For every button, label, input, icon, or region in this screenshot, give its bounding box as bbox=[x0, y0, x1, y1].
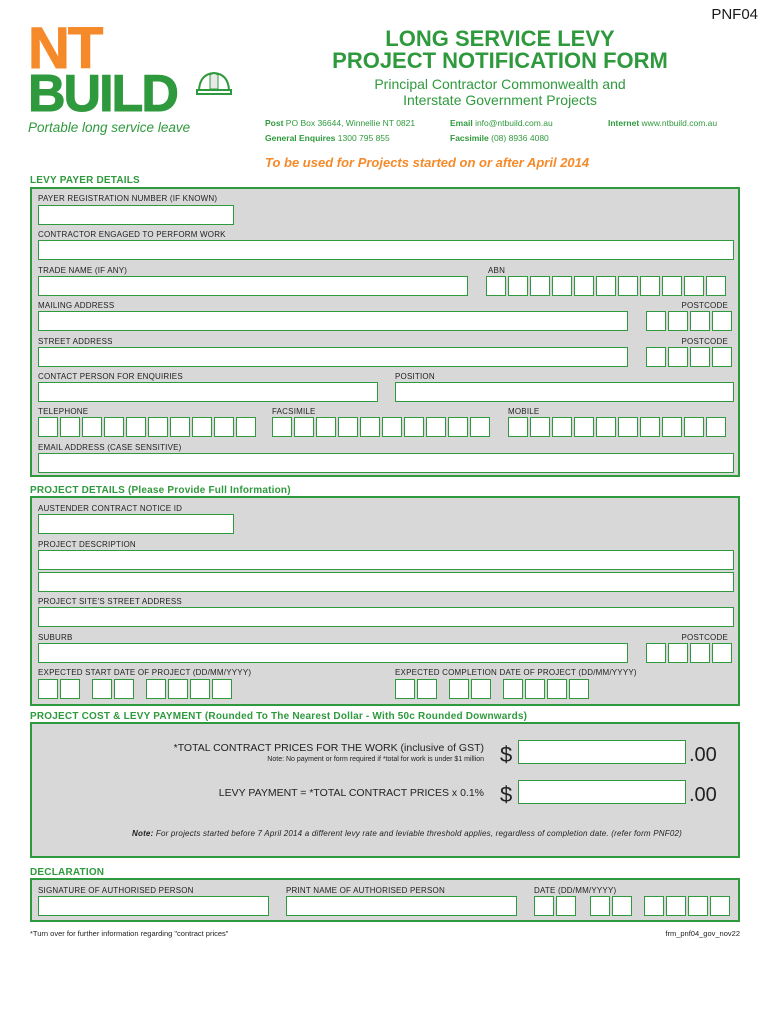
levy-payer-panel bbox=[30, 187, 740, 477]
facsimile-box-9[interactable] bbox=[448, 417, 468, 437]
mobile-box-7[interactable] bbox=[640, 417, 660, 437]
mailing-postcode-box-1[interactable] bbox=[646, 311, 666, 331]
completion-date-box-7[interactable] bbox=[547, 679, 567, 699]
form-version: frm_pnf04_gov_nov22 bbox=[665, 929, 740, 938]
email-contact: Email info@ntbuild.com.au bbox=[450, 118, 553, 128]
mobile-box-10[interactable] bbox=[706, 417, 726, 437]
payer-reg-label: PAYER REGISTRATION NUMBER (IF KNOWN) bbox=[38, 194, 218, 203]
abn-box-10[interactable] bbox=[684, 276, 704, 296]
total-contract-label: *TOTAL CONTRACT PRICES FOR THE WORK (inclusive of GST) bbox=[173, 742, 484, 754]
facsimile-box-6[interactable] bbox=[382, 417, 402, 437]
start-date-box-5[interactable] bbox=[146, 679, 166, 699]
logo-line2: BUILD bbox=[28, 65, 177, 123]
abn-box-9[interactable] bbox=[662, 276, 682, 296]
telephone-box-10[interactable] bbox=[236, 417, 256, 437]
declaration-date-box-5[interactable] bbox=[644, 896, 664, 916]
start-date-label: EXPECTED START DATE OF PROJECT (DD/MM/YYYY) bbox=[38, 668, 252, 677]
street-postcode-box-3[interactable] bbox=[690, 347, 710, 367]
abn-box-2[interactable] bbox=[508, 276, 528, 296]
completion-date-box-3[interactable] bbox=[449, 679, 469, 699]
mailing-address-label: MAILING ADDRESS bbox=[38, 301, 115, 310]
facsimile-box-3[interactable] bbox=[316, 417, 336, 437]
start-date-box-2[interactable] bbox=[60, 679, 80, 699]
facsimile-box-8[interactable] bbox=[426, 417, 446, 437]
mobile-box-6[interactable] bbox=[618, 417, 638, 437]
cost-panel bbox=[30, 722, 740, 858]
start-date-box-4[interactable] bbox=[114, 679, 134, 699]
telephone-box-6[interactable] bbox=[148, 417, 168, 437]
site-address-label: PROJECT SITE'S STREET ADDRESS bbox=[38, 597, 182, 606]
declaration-date-box-4[interactable] bbox=[612, 896, 632, 916]
project-section-title: PROJECT DETAILS (Please Provide Full Information) bbox=[30, 485, 291, 496]
abn-box-6[interactable] bbox=[596, 276, 616, 296]
facsimile-box-1[interactable] bbox=[272, 417, 292, 437]
telephone-box-8[interactable] bbox=[192, 417, 212, 437]
post-address: Post PO Box 36644, Winnellie NT 0821 bbox=[265, 118, 416, 128]
austender-field[interactable] bbox=[38, 514, 234, 534]
telephone-box-5[interactable] bbox=[126, 417, 146, 437]
start-date-box-7[interactable] bbox=[190, 679, 210, 699]
street-postcode-box-2[interactable] bbox=[668, 347, 688, 367]
project-postcode-box-4[interactable] bbox=[712, 643, 732, 663]
start-date-box-3[interactable] bbox=[92, 679, 112, 699]
print-name-label: PRINT NAME OF AUTHORISED PERSON bbox=[286, 886, 445, 895]
form-subtitle: Principal Contractor Commonwealth and Interstate Government Projects bbox=[374, 76, 626, 108]
signature-label: SIGNATURE OF AUTHORISED PERSON bbox=[38, 886, 194, 895]
email-field[interactable] bbox=[38, 453, 734, 473]
signature-field[interactable] bbox=[38, 896, 269, 916]
contractor-field[interactable] bbox=[38, 240, 734, 260]
suburb-field[interactable] bbox=[38, 643, 628, 663]
mobile-box-1[interactable] bbox=[508, 417, 528, 437]
logo-tagline: Portable long service leave bbox=[28, 120, 191, 135]
fax-contact: Facsimile (08) 8936 4080 bbox=[450, 133, 549, 143]
levy-payment-field[interactable] bbox=[518, 780, 686, 804]
telephone-label: TELEPHONE bbox=[38, 407, 89, 416]
trade-name-field[interactable] bbox=[38, 276, 468, 296]
telephone-box-2[interactable] bbox=[60, 417, 80, 437]
street-postcode-box-1[interactable] bbox=[646, 347, 666, 367]
facsimile-box-10[interactable] bbox=[470, 417, 490, 437]
abn-box-7[interactable] bbox=[618, 276, 638, 296]
email-label: EMAIL ADDRESS (CASE SENSITIVE) bbox=[38, 443, 182, 452]
mobile-box-3[interactable] bbox=[552, 417, 572, 437]
total-dollar-sign: $ bbox=[500, 742, 513, 767]
levy-cents: .00 bbox=[689, 784, 717, 806]
street-postcode-label: POSTCODE bbox=[681, 337, 728, 346]
site-address-field[interactable] bbox=[38, 607, 734, 627]
mobile-label: MOBILE bbox=[508, 407, 540, 416]
total-cents: .00 bbox=[689, 744, 717, 766]
declaration-date-label: DATE (DD/MM/YYYY) bbox=[534, 886, 617, 895]
street-postcode-box-4[interactable] bbox=[712, 347, 732, 367]
abn-box-3[interactable] bbox=[530, 276, 550, 296]
facsimile-box-7[interactable] bbox=[404, 417, 424, 437]
telephone-box-1[interactable] bbox=[38, 417, 58, 437]
description-field-1[interactable] bbox=[38, 550, 734, 570]
cost-note: Note: For projects started before 7 April 2014 a different levy rate and leviable threshold applies, regardless of completion date. (refer form PNF02) bbox=[132, 829, 682, 838]
completion-date-box-8[interactable] bbox=[569, 679, 589, 699]
completion-date-box-2[interactable] bbox=[417, 679, 437, 699]
payer-reg-field[interactable] bbox=[38, 205, 234, 225]
total-contract-note: Note: No payment or form required if *total for work is under $1 million bbox=[267, 756, 484, 763]
declaration-panel bbox=[30, 878, 740, 922]
hard-hat-icon bbox=[196, 70, 232, 100]
facsimile-box-5[interactable] bbox=[360, 417, 380, 437]
mobile-box-5[interactable] bbox=[596, 417, 616, 437]
usage-note: To be used for Projects started on or after April 2014 bbox=[265, 155, 590, 170]
mailing-postcode-box-2[interactable] bbox=[668, 311, 688, 331]
mailing-postcode-label: POSTCODE bbox=[681, 301, 728, 310]
completion-date-box-5[interactable] bbox=[503, 679, 523, 699]
form-code: PNF04 bbox=[711, 6, 758, 23]
print-name-field[interactable] bbox=[286, 896, 517, 916]
trade-name-label: TRADE NAME (IF ANY) bbox=[38, 266, 128, 275]
levy-dollar-sign: $ bbox=[500, 782, 513, 807]
completion-date-box-1[interactable] bbox=[395, 679, 415, 699]
project-postcode-label: POSTCODE bbox=[681, 633, 728, 642]
description-label: PROJECT DESCRIPTION bbox=[38, 540, 136, 549]
completion-date-box-6[interactable] bbox=[525, 679, 545, 699]
project-panel bbox=[30, 496, 740, 706]
mailing-address-field[interactable] bbox=[38, 311, 628, 331]
suburb-label: SUBURB bbox=[38, 633, 73, 642]
telephone-box-7[interactable] bbox=[170, 417, 190, 437]
declaration-date-box-7[interactable] bbox=[688, 896, 708, 916]
facsimile-box-4[interactable] bbox=[338, 417, 358, 437]
general-enquiries: General Enquires 1300 795 855 bbox=[265, 133, 390, 143]
telephone-box-3[interactable] bbox=[82, 417, 102, 437]
mobile-box-8[interactable] bbox=[662, 417, 682, 437]
contact-person-field[interactable] bbox=[38, 382, 378, 402]
declaration-date-box-3[interactable] bbox=[590, 896, 610, 916]
position-field[interactable] bbox=[395, 382, 734, 402]
facsimile-label: FACSIMILE bbox=[272, 407, 316, 416]
total-contract-field[interactable] bbox=[518, 740, 686, 764]
turn-over-note: *Turn over for further information regarding "contract prices" bbox=[30, 929, 229, 938]
telephone-box-4[interactable] bbox=[104, 417, 124, 437]
mobile-box-2[interactable] bbox=[530, 417, 550, 437]
mailing-postcode-box-3[interactable] bbox=[690, 311, 710, 331]
start-date-box-8[interactable] bbox=[212, 679, 232, 699]
mailing-postcode-box-4[interactable] bbox=[712, 311, 732, 331]
project-postcode-box-1[interactable] bbox=[646, 643, 666, 663]
project-postcode-box-2[interactable] bbox=[668, 643, 688, 663]
completion-date-box-4[interactable] bbox=[471, 679, 491, 699]
abn-label: ABN bbox=[488, 266, 506, 275]
contractor-label: CONTRACTOR ENGAGED TO PERFORM WORK bbox=[38, 230, 226, 239]
declaration-date-box-1[interactable] bbox=[534, 896, 554, 916]
contact-person-label: CONTACT PERSON FOR ENQUIRIES bbox=[38, 372, 183, 381]
declaration-date-box-2[interactable] bbox=[556, 896, 576, 916]
cost-section-title: PROJECT COST & LEVY PAYMENT (Rounded To The Nearest Dollar - With 50c Rounded Downwards) bbox=[30, 711, 528, 722]
austender-label: AUSTENDER CONTRACT NOTICE ID bbox=[38, 504, 183, 513]
facsimile-box-2[interactable] bbox=[294, 417, 314, 437]
abn-box-1[interactable] bbox=[486, 276, 506, 296]
form-title: LONG SERVICE LEVY PROJECT NOTIFICATION FORM bbox=[332, 26, 668, 73]
logo-line1: NT bbox=[28, 16, 102, 81]
declaration-section-title: DECLARATION bbox=[30, 867, 105, 878]
mobile-box-9[interactable] bbox=[684, 417, 704, 437]
declaration-date-box-8[interactable] bbox=[710, 896, 730, 916]
street-address-label: STREET ADDRESS bbox=[38, 337, 113, 346]
abn-box-4[interactable] bbox=[552, 276, 572, 296]
declaration-date-box-6[interactable] bbox=[666, 896, 686, 916]
start-date-box-1[interactable] bbox=[38, 679, 58, 699]
start-date-box-6[interactable] bbox=[168, 679, 188, 699]
position-label: POSITION bbox=[395, 372, 435, 381]
mobile-box-4[interactable] bbox=[574, 417, 594, 437]
project-postcode-box-3[interactable] bbox=[690, 643, 710, 663]
levy-payment-label: LEVY PAYMENT = *TOTAL CONTRACT PRICES x 0.1% bbox=[218, 787, 484, 799]
nt-build-logo bbox=[28, 16, 233, 135]
levy-payer-section-title: LEVY PAYER DETAILS bbox=[30, 175, 140, 186]
street-address-field[interactable] bbox=[38, 347, 628, 367]
abn-box-11[interactable] bbox=[706, 276, 726, 296]
completion-date-label: EXPECTED COMPLETION DATE OF PROJECT (DD/MM/YYYY) bbox=[395, 668, 637, 677]
internet-contact: Internet www.ntbuild.com.au bbox=[608, 118, 718, 128]
abn-box-5[interactable] bbox=[574, 276, 594, 296]
telephone-box-9[interactable] bbox=[214, 417, 234, 437]
abn-box-8[interactable] bbox=[640, 276, 660, 296]
description-field-2[interactable] bbox=[38, 572, 734, 592]
